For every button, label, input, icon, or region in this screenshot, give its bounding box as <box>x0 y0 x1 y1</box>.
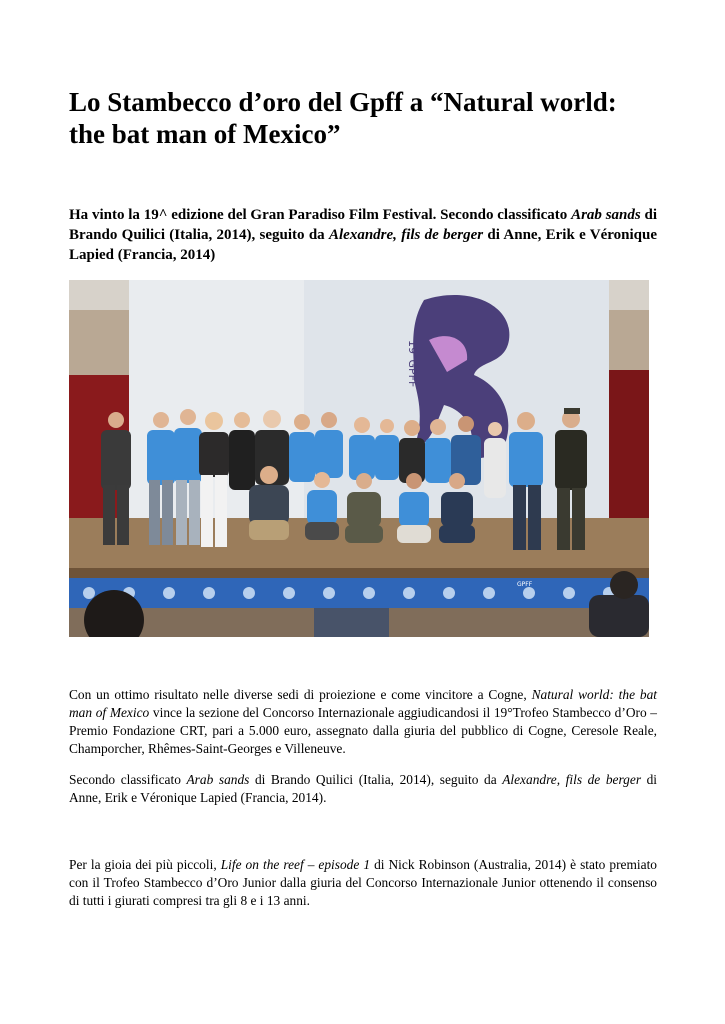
paragraph3-text-1: Per la gioia dei più piccoli, <box>69 857 221 872</box>
screen-logo-text: 19°GPFF <box>406 340 419 388</box>
paragraph2-text-1: Secondo classificato <box>69 772 187 787</box>
award-group-photo <box>69 280 649 637</box>
paragraph-junior <box>69 856 657 910</box>
paragraph2-text-2: di Brando Quilici (Italia, 2014), seguito da <box>249 772 503 787</box>
paragraph1-film-natural-world: Natural world: the bat man of Mexico <box>69 687 657 720</box>
paragraph2-film-arab-sands: Arab sands <box>186 772 250 787</box>
article-title: Lo Stambecco d’oro del Gpff a “Natural world: the bat man of Mexico” <box>69 87 617 149</box>
article-lead <box>69 205 657 265</box>
paragraph3-film-life-on-the-reef: Life on the reef – episode 1 <box>220 857 371 872</box>
banner-text: GPFF <box>517 581 533 588</box>
paragraph2-text-3: di Anne, Erik e Véronique Lapied (Francia, 2014). <box>69 772 658 805</box>
paragraph-winner <box>69 686 657 758</box>
paragraph1-text-1: Con un ottimo risultato nelle diverse sedi di proiezione e come vincitore a Cogne, <box>69 687 532 702</box>
paragraph3-text-2: di Nick Robinson (Australia, 2014) è stato premiato con il Trofeo Stambecco d’Oro Junior dalla giuria del Concorso Internazionale Junior ottenendo il consenso di tutti i giurati compresi tra gli 8 e i 13 anni. <box>69 857 657 908</box>
lead-film-arab-sands: Arab sands <box>571 207 641 223</box>
lead-film-alexandre: Alexandre, fils de berger <box>328 227 484 243</box>
lead-text-3: di Anne, Erik e Véronique Lapied (Francia, 2014) <box>69 227 658 263</box>
paragraph-runners-up <box>69 771 657 807</box>
lead-text-2: di Brando Quilici (Italia, 2014), seguito da <box>69 207 658 243</box>
paragraph2-film-alexandre: Alexandre, fils de berger <box>502 772 642 787</box>
lead-text-1: Ha vinto la 19^ edizione del Gran Paradiso Film Festival. Secondo classificato <box>69 207 572 223</box>
paragraph1-text-2: vince la sezione del Concorso Internazionale aggiudicandosi il 19°Trofeo Stambecco d’Oro – Premio Fondazione CRT, pari a 5.000 euro, assegnato dalla giuria del pubblico di Cogne, Ceresole Reale, Champorcher, Rhêmes-Saint-Georges e Villeneuve. <box>69 705 658 756</box>
